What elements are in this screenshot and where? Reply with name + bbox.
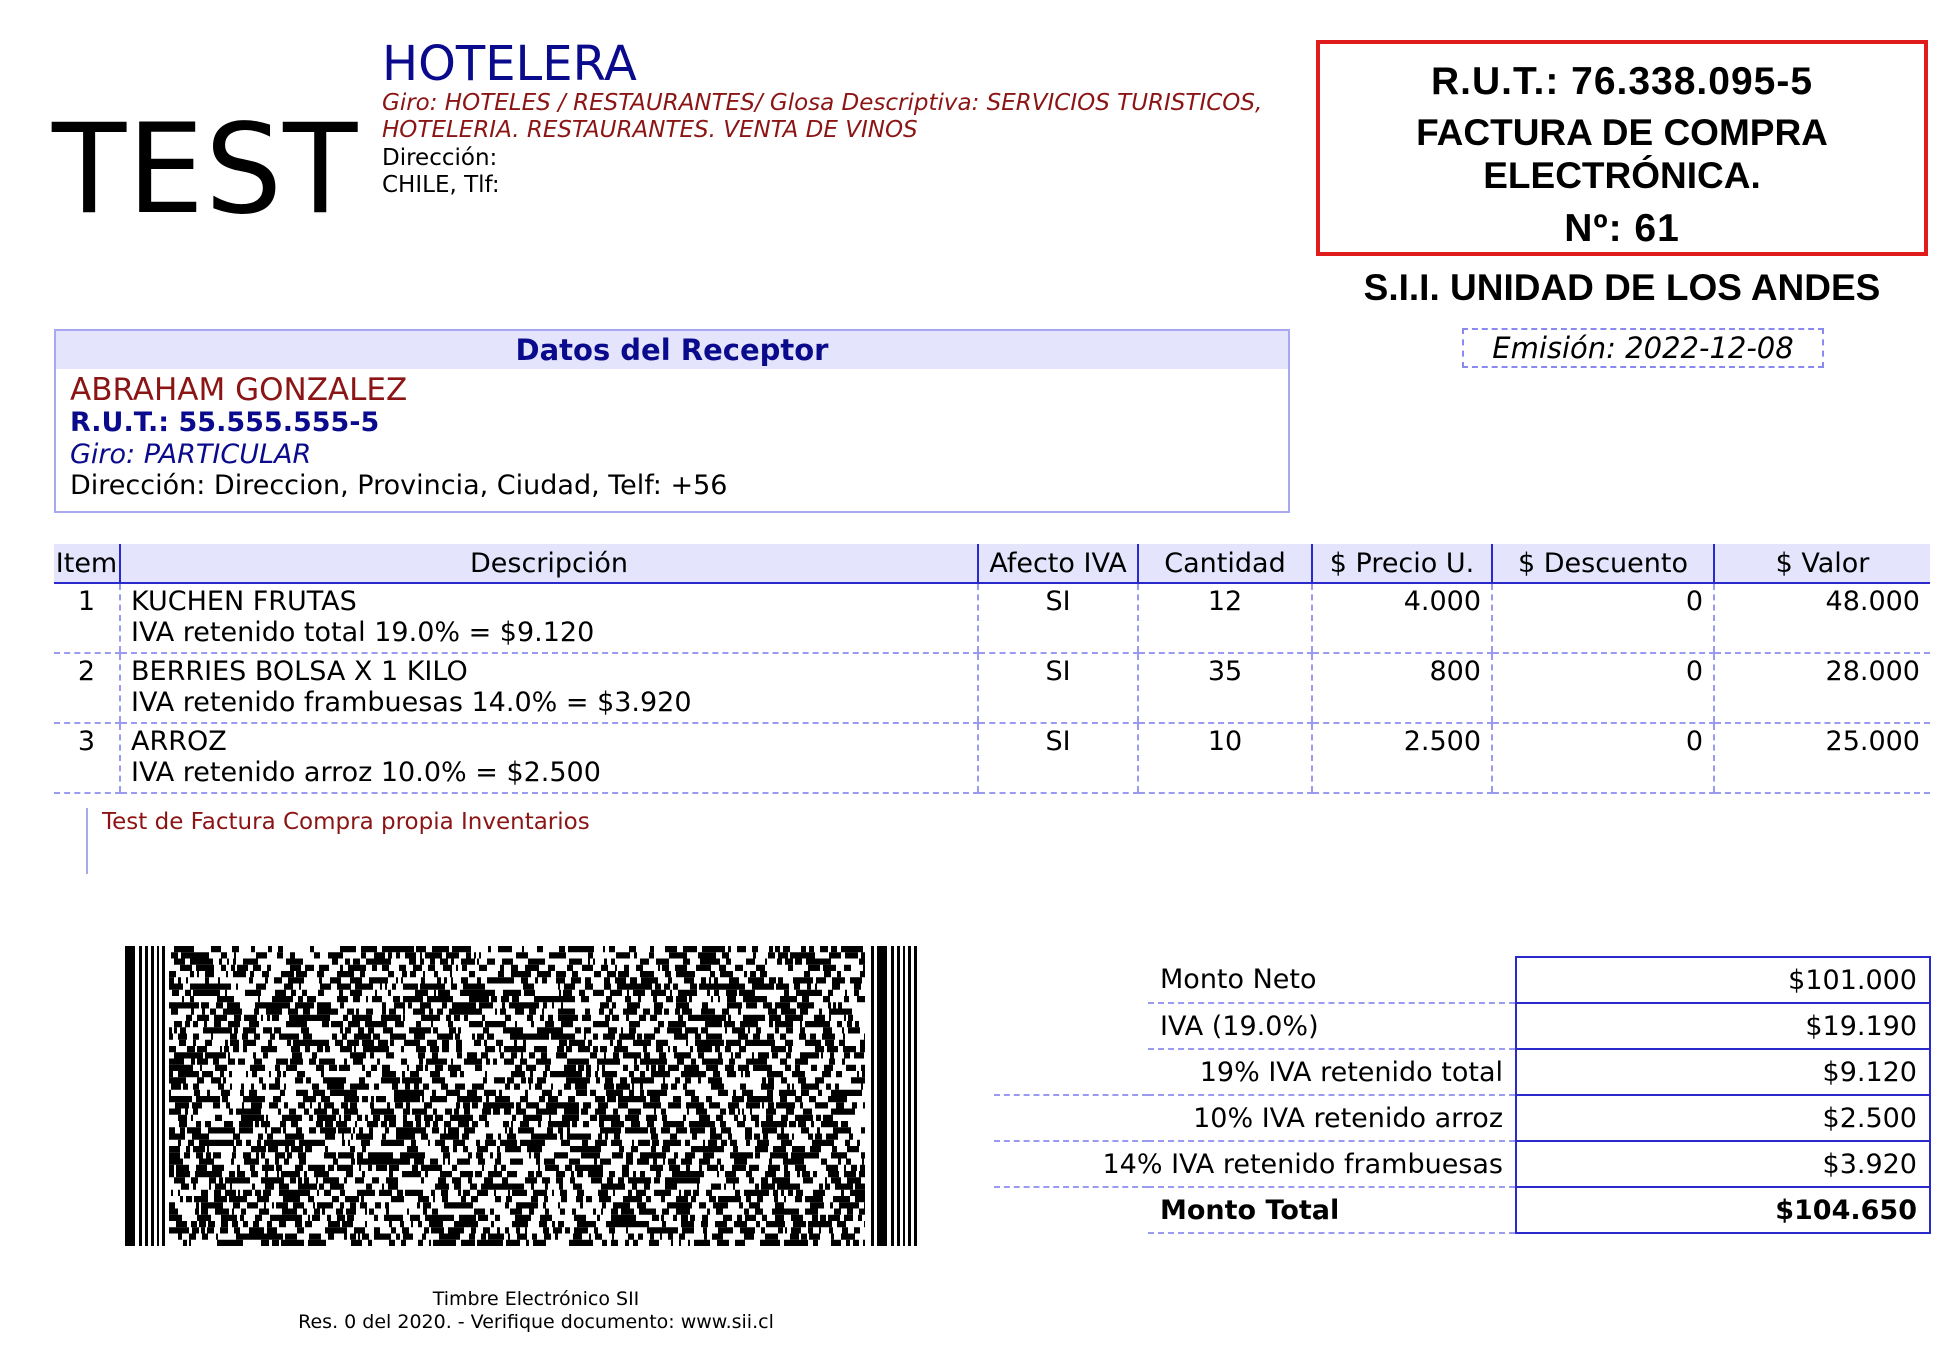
- items-header-row: [54, 544, 1930, 583]
- total-value-retenido-arroz: $2.500: [1516, 1095, 1930, 1141]
- document-type-line2: ELECTRÓNICA.: [1483, 155, 1761, 196]
- col-header-item: Item: [54, 544, 120, 583]
- pdf417-barcode: [125, 946, 919, 1246]
- receptor-address: Dirección: Direccion, Provincia, Ciudad, Telf: +56: [70, 470, 728, 501]
- totals-row: [994, 957, 1930, 1003]
- item-quantity: 10: [1138, 723, 1312, 793]
- timbre-verification: Res. 0 del 2020. - Verifique documento: www.sii.cl: [298, 1311, 774, 1333]
- item-number: 2: [54, 653, 120, 723]
- total-value-iva: $19.190: [1516, 1003, 1930, 1049]
- col-header-quantity: Cantidad: [1138, 544, 1312, 583]
- total-label-neto: Monto Neto: [1148, 957, 1516, 1003]
- item-value: 28.000: [1714, 653, 1930, 723]
- document-id-box: [1316, 40, 1928, 256]
- item-unit-price: 800: [1312, 653, 1492, 723]
- item-discount: 0: [1492, 723, 1714, 793]
- item-unit-price: 2.500: [1312, 723, 1492, 793]
- item-description: BERRIES BOLSA X 1 KILO: [131, 656, 468, 687]
- totals-spacer: [994, 1003, 1148, 1049]
- total-label-retenido-arroz: 10% IVA retenido arroz: [994, 1095, 1516, 1141]
- receptor-box: [54, 329, 1290, 513]
- totals-row-grand-total: [994, 1187, 1930, 1233]
- company-giro: Giro: HOTELES / RESTAURANTES/ Glosa Descriptiva: SERVICIOS TURISTICOS, HOTELERIA. RESTAURANTES. VENTA DE VINOS: [382, 90, 1263, 143]
- totals-spacer: [994, 1187, 1148, 1233]
- item-unit-price: 4.000: [1312, 583, 1492, 653]
- totals-spacer: [994, 957, 1148, 1003]
- company-name: HOTELERA: [382, 36, 637, 92]
- item-tax-detail: IVA retenido arroz 10.0% = $2.500: [131, 757, 601, 788]
- item-description-cell: [120, 583, 978, 653]
- item-discount: 0: [1492, 583, 1714, 653]
- col-header-description: Descripción: [120, 544, 978, 583]
- col-header-value: $ Valor: [1714, 544, 1930, 583]
- totals-row: [994, 1141, 1930, 1187]
- timbre-label: Timbre Electrónico SII: [432, 1288, 640, 1310]
- total-label-retenido-frambuesas: 14% IVA retenido frambuesas: [994, 1141, 1516, 1187]
- table-row: [54, 723, 1930, 793]
- totals-row: [994, 1003, 1930, 1049]
- observation-note: Test de Factura Compra propia Inventarios: [86, 808, 590, 874]
- total-label-monto-total: Monto Total: [1148, 1187, 1516, 1233]
- total-label-iva: IVA (19.0%): [1148, 1003, 1516, 1049]
- item-afecto-iva: SI: [978, 723, 1138, 793]
- col-header-unit-price: $ Precio U.: [1312, 544, 1492, 583]
- total-value-retenido-total: $9.120: [1516, 1049, 1930, 1095]
- sii-unit: S.I.I. UNIDAD DE LOS ANDES: [1363, 267, 1881, 308]
- col-header-afecto-iva: Afecto IVA: [978, 544, 1138, 583]
- emission-date: Emisión: 2022-12-08: [1462, 328, 1824, 368]
- totals-table: [994, 956, 1931, 1234]
- totals-row: [994, 1049, 1930, 1095]
- total-value-monto-total: $104.650: [1516, 1187, 1930, 1233]
- item-description: ARROZ: [131, 726, 227, 757]
- items-table: [54, 544, 1930, 794]
- table-row: [54, 583, 1930, 653]
- item-afecto-iva: SI: [978, 583, 1138, 653]
- table-row: [54, 653, 1930, 723]
- document-type: FACTURA DE COMPRA: [1416, 112, 1828, 153]
- company-logo: TEST: [52, 98, 359, 242]
- totals-row: [994, 1095, 1930, 1141]
- total-value-neto: $101.000: [1516, 957, 1930, 1003]
- item-description-cell: [120, 723, 978, 793]
- document-number: Nº: 61: [1564, 207, 1680, 250]
- total-value-retenido-frambuesas: $3.920: [1516, 1141, 1930, 1187]
- item-quantity: 12: [1138, 583, 1312, 653]
- item-quantity: 35: [1138, 653, 1312, 723]
- receptor-name: ABRAHAM GONZALEZ: [70, 372, 408, 408]
- item-afecto-iva: SI: [978, 653, 1138, 723]
- company-country-phone: CHILE, Tlf:: [382, 172, 500, 198]
- item-number: 1: [54, 583, 120, 653]
- receptor-heading: Datos del Receptor: [56, 331, 1288, 369]
- issuer-rut: R.U.T.: 76.338.095-5: [1430, 60, 1814, 103]
- receptor-rut: R.U.T.: 55.555.555-5: [70, 407, 380, 438]
- item-number: 3: [54, 723, 120, 793]
- item-description-cell: [120, 653, 978, 723]
- item-value: 25.000: [1714, 723, 1930, 793]
- item-value: 48.000: [1714, 583, 1930, 653]
- company-address: Dirección:: [382, 145, 498, 171]
- item-discount: 0: [1492, 653, 1714, 723]
- col-header-discount: $ Descuento: [1492, 544, 1714, 583]
- receptor-giro: Giro: PARTICULAR: [70, 439, 312, 470]
- item-tax-detail: IVA retenido frambuesas 14.0% = $3.920: [131, 687, 692, 718]
- total-label-retenido-total: 19% IVA retenido total: [994, 1049, 1516, 1095]
- item-description: KUCHEN FRUTAS: [131, 586, 357, 617]
- item-tax-detail: IVA retenido total 19.0% = $9.120: [131, 617, 595, 648]
